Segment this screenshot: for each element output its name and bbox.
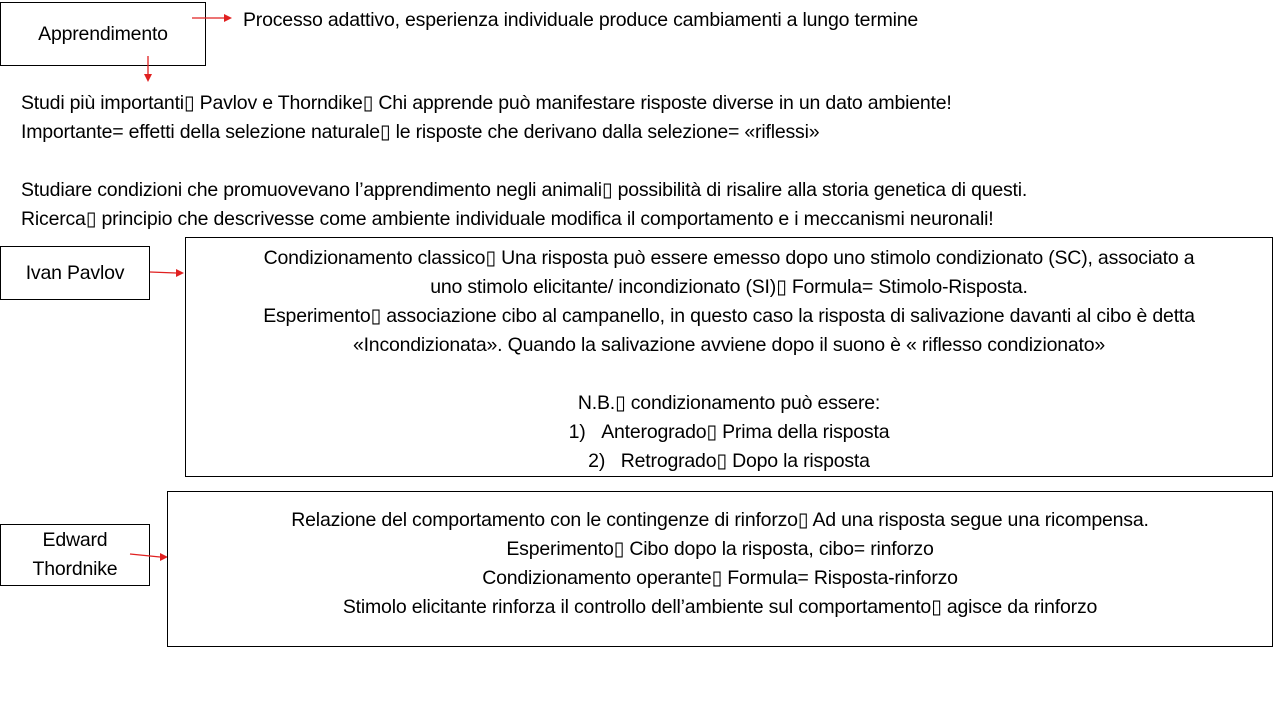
thorndike-line: Relazione del comportamento con le contingenze di rinforzo▯ Ad una risposta segue una ricompensa. bbox=[291, 509, 1149, 531]
pavlov-line: uno stimolo elicitante/ incondizionato (SI)▯ Formula= Stimolo-Risposta. bbox=[430, 276, 1028, 298]
pavlov-nb: N.B.▯ condizionamento può essere: bbox=[577, 392, 881, 414]
pavlov-label: Ivan Pavlov bbox=[25, 261, 125, 284]
list-number: 1) bbox=[568, 421, 586, 443]
pavlov-content-box bbox=[185, 237, 1273, 477]
intro-line: Importante= effetti della selezione naturale▯ le risposte che derivano dalla selezione= «riflessi» bbox=[21, 121, 820, 143]
intro-line: Ricerca▯ principio che descrivesse come ambiente individuale modifica il comportamento e i meccanismi neuronali! bbox=[21, 208, 994, 230]
intro-text bbox=[21, 89, 1027, 234]
thorndike-line: Stimolo elicitante rinforza il controllo dell’ambiente sul comportamento▯ agisce da rinforzo bbox=[342, 596, 1098, 618]
pavlov-label-box bbox=[0, 246, 150, 300]
thorndike-line: Esperimento▯ Cibo dopo la risposta, cibo= rinforzo bbox=[506, 538, 934, 560]
arrow-right-icon bbox=[128, 548, 172, 564]
pavlov-line: Esperimento▯ associazione cibo al campanello, in questo caso la risposta di salivazione davanti al cibo è detta bbox=[263, 305, 1195, 327]
apprendimento-label: Apprendimento bbox=[38, 22, 168, 45]
intro-line: Studi più importanti▯ Pavlov e Thorndike▯ Chi apprende può manifestare risposte diverse in un dato ambiente! bbox=[21, 92, 952, 114]
thorndike-line: Condizionamento operante▯ Formula= Risposta-rinforzo bbox=[482, 567, 958, 589]
thorndike-label-line: Thordnike bbox=[32, 558, 118, 580]
pavlov-line: «Incondizionata». Quando la salivazione avviene dopo il suono è « riflesso condizionato» bbox=[352, 334, 1106, 356]
thorndike-label-line: Edward bbox=[42, 529, 108, 551]
apprendimento-box bbox=[0, 2, 206, 66]
thorndike-content-box bbox=[167, 491, 1273, 647]
arrow-down-icon bbox=[140, 55, 156, 85]
list-number: 2) bbox=[588, 450, 606, 472]
intro-line: Studiare condizioni che promuovevano l’apprendimento negli animali▯ possibilità di risalire alla storia genetica di questi. bbox=[21, 179, 1028, 201]
list-item bbox=[263, 418, 1195, 447]
list-text: Retrogrado▯ Dopo la risposta bbox=[620, 450, 870, 472]
pavlov-line: Condizionamento classico▯ Una risposta può essere emesso dopo uno stimolo condizionato (SC), associato a bbox=[263, 247, 1195, 269]
arrow-right-icon bbox=[148, 264, 188, 280]
arrow-right-icon bbox=[190, 10, 236, 26]
list-item bbox=[263, 447, 1195, 476]
list-text: Anterogrado▯ Prima della risposta bbox=[601, 421, 890, 443]
apprendimento-definition: Processo adattivo, esperienza individuale produce cambiamenti a lungo termine bbox=[243, 9, 919, 31]
